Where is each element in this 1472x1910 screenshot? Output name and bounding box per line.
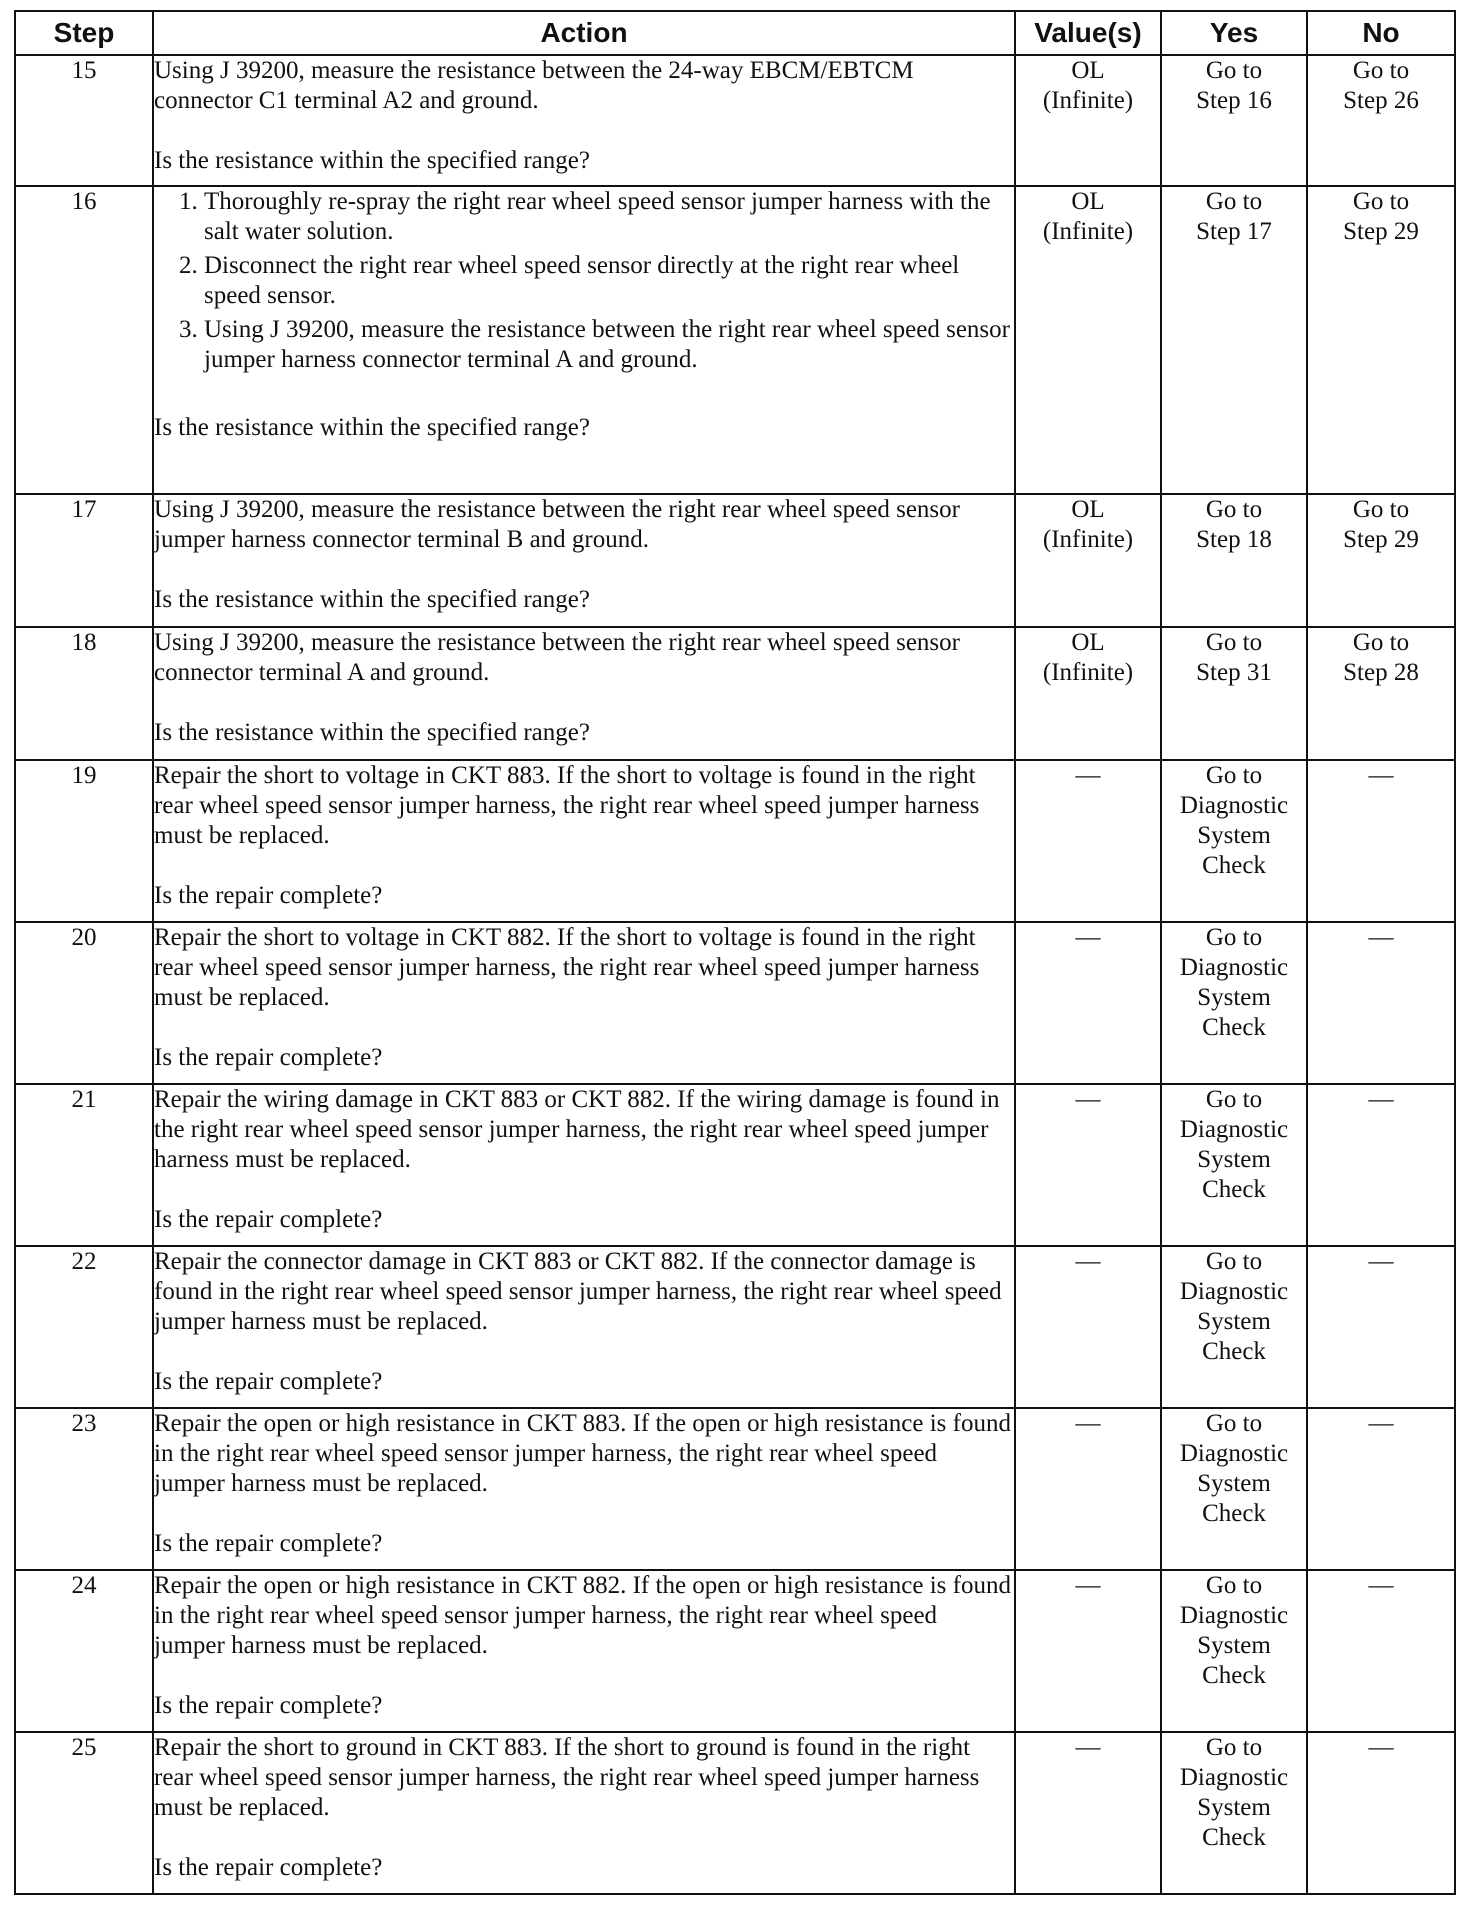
yes-line: Go to	[1205, 496, 1263, 523]
value-cell	[1015, 1084, 1161, 1246]
value-cell	[1015, 1732, 1161, 1894]
yes-cell	[1161, 922, 1307, 1084]
action-question: Is the repair complete?	[154, 1530, 383, 1557]
header-yes: Yes	[1161, 11, 1307, 55]
yes-line: Go to	[1205, 1410, 1263, 1437]
yes-line: Go to	[1205, 1572, 1263, 1599]
yes-cell	[1161, 494, 1307, 627]
value-cell	[1015, 760, 1161, 922]
yes-cell	[1161, 1246, 1307, 1408]
action-cell	[153, 186, 1015, 494]
table-row	[15, 186, 1455, 494]
no-cell	[1307, 1084, 1455, 1246]
diagnostic-page	[14, 10, 1454, 1895]
action-cell	[153, 1084, 1015, 1246]
yes-line: Go to	[1205, 629, 1263, 656]
no-line: Go to	[1352, 57, 1410, 84]
value-cell	[1015, 1246, 1161, 1408]
yes-line: System	[1197, 1308, 1271, 1335]
value-cell	[1015, 627, 1161, 760]
no-line: Step 29	[1343, 218, 1419, 245]
no-dash: —	[1368, 1734, 1394, 1761]
no-cell	[1307, 1408, 1455, 1570]
value-line: (Infinite)	[1042, 87, 1134, 114]
value-line: (Infinite)	[1042, 218, 1134, 245]
yes-cell	[1161, 1408, 1307, 1570]
table-row	[15, 760, 1455, 922]
yes-line: Diagnostic	[1179, 1278, 1289, 1305]
table-row	[15, 55, 1455, 186]
yes-line: Check	[1202, 1500, 1266, 1527]
yes-line: Diagnostic	[1179, 792, 1289, 819]
action-text: Repair the short to voltage in CKT 883. If the short to voltage is found in the right rear wheel speed sensor jumper harness, the right rear wheel speed jumper harness must be replaced.	[154, 762, 980, 849]
value-cell	[1015, 1570, 1161, 1732]
substep-list	[154, 187, 1014, 375]
action-text: Repair the short to ground in CKT 883. If the short to ground is found in the right rear wheel speed sensor jumper harness, the right rear wheel speed jumper harness must be replaced.	[154, 1734, 980, 1821]
table-row	[15, 627, 1455, 760]
value-line: OL	[1071, 629, 1105, 656]
header-action: Action	[153, 11, 1015, 55]
value-dash: —	[1075, 762, 1101, 789]
step-number: 22	[15, 1246, 153, 1408]
value-line: (Infinite)	[1042, 659, 1134, 686]
yes-line: Step 18	[1196, 526, 1272, 553]
action-question: Is the resistance within the specified range?	[154, 147, 590, 174]
yes-cell	[1161, 627, 1307, 760]
header-values: Value(s)	[1015, 11, 1161, 55]
step-number: 16	[15, 186, 153, 494]
action-question: Is the repair complete?	[154, 1368, 383, 1395]
value-cell	[1015, 922, 1161, 1084]
table-row	[15, 1408, 1455, 1570]
yes-line: Go to	[1205, 188, 1263, 215]
no-cell	[1307, 1570, 1455, 1732]
no-dash: —	[1368, 1410, 1394, 1437]
no-dash: —	[1368, 924, 1394, 951]
no-cell	[1307, 922, 1455, 1084]
no-line: Step 26	[1343, 87, 1419, 114]
yes-line: Go to	[1205, 924, 1263, 951]
action-cell	[153, 627, 1015, 760]
yes-line: Check	[1202, 1176, 1266, 1203]
substep-item: 3. Using J 39200, measure the resistance between the right rear wheel speed sensor jumper harness connector terminal A and ground.	[204, 315, 1014, 375]
no-dash: —	[1368, 1572, 1394, 1599]
table-row	[15, 922, 1455, 1084]
no-line: Go to	[1352, 496, 1410, 523]
step-number: 23	[15, 1408, 153, 1570]
action-cell	[153, 1570, 1015, 1732]
step-number: 18	[15, 627, 153, 760]
substep-item: 2. Disconnect the right rear wheel speed sensor directly at the right rear wheel speed sensor.	[204, 251, 1014, 311]
value-line: OL	[1071, 57, 1105, 84]
value-line: OL	[1071, 188, 1105, 215]
no-dash: —	[1368, 762, 1394, 789]
value-cell	[1015, 55, 1161, 186]
step-number: 21	[15, 1084, 153, 1246]
yes-line: Go to	[1205, 1248, 1263, 1275]
no-cell	[1307, 186, 1455, 494]
no-cell	[1307, 1246, 1455, 1408]
yes-line: Step 16	[1196, 87, 1272, 114]
yes-line: Check	[1202, 1662, 1266, 1689]
value-dash: —	[1075, 1734, 1101, 1761]
no-line: Go to	[1352, 629, 1410, 656]
no-dash: —	[1368, 1086, 1394, 1113]
substep-item: 1. Thoroughly re-spray the right rear wheel speed sensor jumper harness with the salt water solution.	[204, 187, 1014, 247]
action-question: Is the resistance within the specified range?	[154, 414, 590, 441]
yes-cell	[1161, 186, 1307, 494]
table-row	[15, 1570, 1455, 1732]
yes-line: System	[1197, 1794, 1271, 1821]
value-dash: —	[1075, 1572, 1101, 1599]
step-number: 24	[15, 1570, 153, 1732]
yes-cell	[1161, 1084, 1307, 1246]
value-dash: —	[1075, 1248, 1101, 1275]
yes-cell	[1161, 760, 1307, 922]
no-cell	[1307, 1732, 1455, 1894]
step-number: 15	[15, 55, 153, 186]
header-step: Step	[15, 11, 153, 55]
value-line: (Infinite)	[1042, 526, 1134, 553]
repair-rows	[15, 760, 1455, 1894]
value-dash: —	[1075, 1410, 1101, 1437]
action-cell	[153, 1408, 1015, 1570]
value-cell	[1015, 1408, 1161, 1570]
action-cell	[153, 1732, 1015, 1894]
table-header-row	[15, 11, 1455, 55]
yes-line: Go to	[1205, 1086, 1263, 1113]
yes-line: System	[1197, 1632, 1271, 1659]
yes-line: Go to	[1205, 762, 1263, 789]
yes-line: Check	[1202, 852, 1266, 879]
no-cell	[1307, 760, 1455, 922]
action-text: Repair the wiring damage in CKT 883 or CKT 882. If the wiring damage is found in the right rear wheel speed sensor jumper harness, the right rear wheel speed jumper harness must be replaced.	[154, 1086, 1000, 1173]
yes-line: System	[1197, 1470, 1271, 1497]
action-cell	[153, 55, 1015, 186]
yes-cell	[1161, 1570, 1307, 1732]
step-number: 25	[15, 1732, 153, 1894]
yes-line: Diagnostic	[1179, 1602, 1289, 1629]
no-cell	[1307, 55, 1455, 186]
yes-line: System	[1197, 822, 1271, 849]
no-line: Go to	[1352, 188, 1410, 215]
value-dash: —	[1075, 924, 1101, 951]
action-text: Repair the connector damage in CKT 883 or CKT 882. If the connector damage is found in the right rear wheel speed sensor jumper harness, the right rear wheel speed jumper harness must be replaced.	[154, 1248, 1002, 1335]
no-line: Step 29	[1343, 526, 1419, 553]
value-line: OL	[1071, 496, 1105, 523]
step-number: 20	[15, 922, 153, 1084]
value-cell	[1015, 186, 1161, 494]
yes-cell	[1161, 55, 1307, 186]
yes-line: Go to	[1205, 1734, 1263, 1761]
no-cell	[1307, 494, 1455, 627]
header-no: No	[1307, 11, 1455, 55]
no-dash: —	[1368, 1248, 1394, 1275]
action-question: Is the repair complete?	[154, 1044, 383, 1071]
action-cell	[153, 760, 1015, 922]
yes-line: Check	[1202, 1338, 1266, 1365]
action-question: Is the resistance within the specified range?	[154, 719, 590, 746]
no-cell	[1307, 627, 1455, 760]
yes-line: Diagnostic	[1179, 1764, 1289, 1791]
yes-line: Diagnostic	[1179, 1116, 1289, 1143]
value-dash: —	[1075, 1086, 1101, 1113]
action-question: Is the repair complete?	[154, 1854, 383, 1881]
yes-line: System	[1197, 984, 1271, 1011]
action-question: Is the repair complete?	[154, 1692, 383, 1719]
action-text: Using J 39200, measure the resistance between the right rear wheel speed sensor jumper harness connector terminal B and ground.	[154, 496, 960, 553]
table-row	[15, 1732, 1455, 1894]
yes-line: Go to	[1205, 57, 1263, 84]
action-question: Is the resistance within the specified range?	[154, 586, 590, 613]
table-row	[15, 1084, 1455, 1246]
yes-line: Check	[1202, 1014, 1266, 1041]
action-text: Using J 39200, measure the resistance between the right rear wheel speed sensor connector terminal A and ground.	[154, 629, 960, 686]
table-row	[15, 494, 1455, 627]
diagnostic-table	[14, 10, 1456, 1895]
no-line: Step 28	[1343, 659, 1419, 686]
action-cell	[153, 494, 1015, 627]
yes-line: Diagnostic	[1179, 954, 1289, 981]
yes-line: Check	[1202, 1824, 1266, 1851]
value-cell	[1015, 494, 1161, 627]
action-text: Repair the open or high resistance in CKT 883. If the open or high resistance is found in the right rear wheel speed sensor jumper harness, the right rear wheel speed jumper harness must be replaced.	[154, 1410, 1011, 1497]
step-number: 19	[15, 760, 153, 922]
action-cell	[153, 922, 1015, 1084]
yes-line: Step 31	[1196, 659, 1272, 686]
step-number: 17	[15, 494, 153, 627]
yes-line: Diagnostic	[1179, 1440, 1289, 1467]
yes-cell	[1161, 1732, 1307, 1894]
action-text: Using J 39200, measure the resistance between the 24-way EBCM/EBTCM connector C1 terminal A2 and ground.	[154, 57, 914, 114]
yes-line: System	[1197, 1146, 1271, 1173]
action-text: Repair the short to voltage in CKT 882. If the short to voltage is found in the right rear wheel speed sensor jumper harness, the right rear wheel speed jumper harness must be replaced.	[154, 924, 980, 1011]
action-question: Is the repair complete?	[154, 1206, 383, 1233]
action-text: Repair the open or high resistance in CKT 882. If the open or high resistance is found in the right rear wheel speed sensor jumper harness, the right rear wheel speed jumper harness must be replaced.	[154, 1572, 1011, 1659]
action-cell	[153, 1246, 1015, 1408]
action-question: Is the repair complete?	[154, 882, 383, 909]
table-row	[15, 1246, 1455, 1408]
yes-line: Step 17	[1196, 218, 1272, 245]
